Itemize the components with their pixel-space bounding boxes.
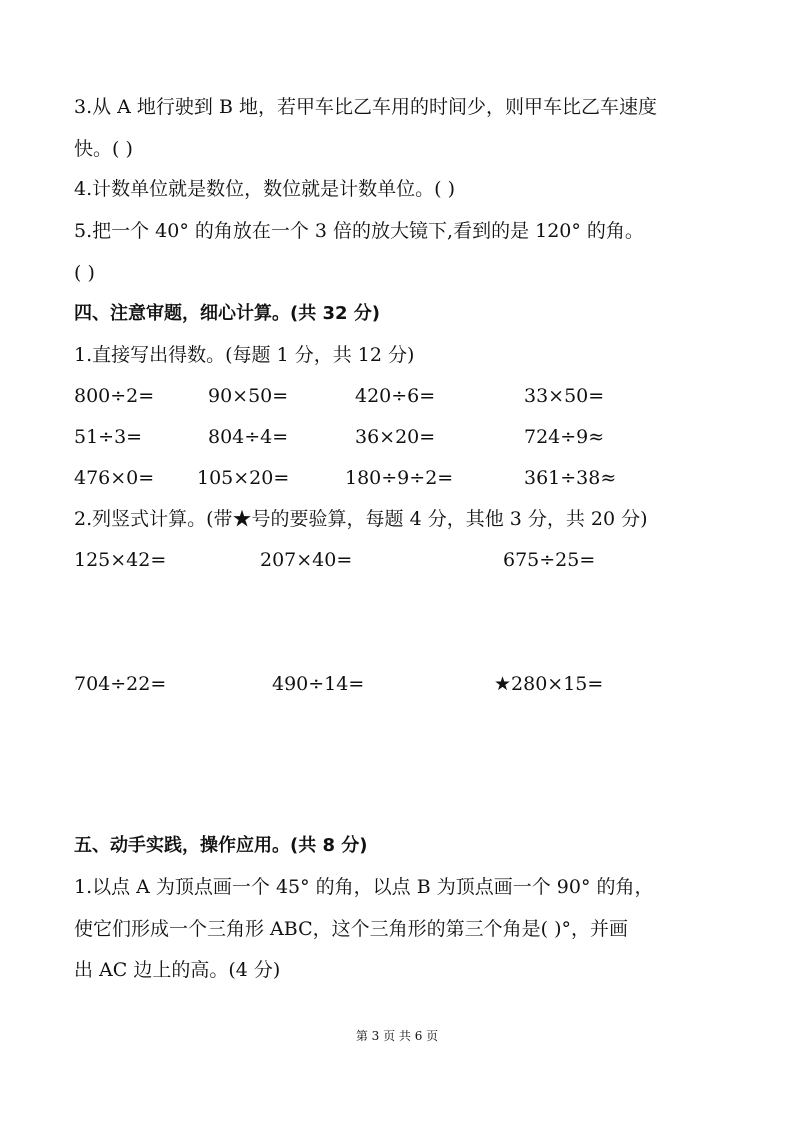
- vertical-calc-item: 675÷25=: [503, 549, 596, 571]
- section-5-heading: 五、动手实践，操作应用。(共 8 分): [74, 835, 368, 856]
- judge-item-5-line1: 5.把一个 40° 的角放在一个 3 倍的放大镜下,看到的是 120° 的角。: [74, 220, 644, 242]
- oral-calc-item: 105×20=: [197, 467, 290, 489]
- judge-item-3-line1: 3.从 A 地行驶到 B 地，若甲车比乙车用的时间少，则甲车比乙车速度: [74, 96, 657, 118]
- oral-calc-item: 36×20=: [355, 426, 436, 448]
- judge-item-3-line2: 快。( ): [74, 138, 133, 160]
- oral-calc-item: 361÷38≈: [524, 467, 617, 489]
- oral-calc-item: 33×50=: [524, 385, 605, 407]
- page-footer: 第 3 页 共 6 页: [355, 1029, 439, 1043]
- oral-calc-item: 180÷9÷2=: [345, 467, 454, 489]
- vertical-calc-item: ★280×15=: [494, 673, 604, 695]
- section-4-heading: 四、注意审题，细心计算。(共 32 分): [74, 303, 381, 324]
- judge-item-4: 4.计数单位就是数位，数位就是计数单位。( ): [74, 178, 455, 200]
- vertical-calc-item: 125×42=: [74, 549, 167, 571]
- oral-calc-item: 800÷2=: [74, 385, 155, 407]
- vertical-calc-item: 704÷22=: [74, 673, 167, 695]
- oral-calc-item: 724÷9≈: [524, 426, 605, 448]
- judge-item-5-line2: ( ): [74, 262, 95, 284]
- oral-calc-item: 51÷3=: [74, 426, 143, 448]
- section-5-q1-line3: 出 AC 边上的高。(4 分): [74, 959, 281, 981]
- q2-title: 2.列竖式计算。(带★号的要验算，每题 4 分，其他 3 分，共 20 分): [74, 508, 648, 530]
- oral-calc-item: 804÷4=: [208, 426, 289, 448]
- oral-calc-item: 476×0=: [74, 467, 155, 489]
- q1-title: 1.直接写出得数。(每题 1 分，共 12 分): [74, 344, 415, 366]
- vertical-calc-item: 490÷14=: [272, 673, 365, 695]
- oral-calc-item: 90×50=: [208, 385, 289, 407]
- section-5-q1-line2: 使它们形成一个三角形 ABC，这个三角形的第三个角是( )°，并画: [74, 918, 628, 940]
- oral-calc-item: 420÷6=: [355, 385, 436, 407]
- section-5-q1-line1: 1.以点 A 为顶点画一个 45° 的角，以点 B 为顶点画一个 90° 的角，: [74, 876, 654, 898]
- vertical-calc-item: 207×40=: [260, 549, 353, 571]
